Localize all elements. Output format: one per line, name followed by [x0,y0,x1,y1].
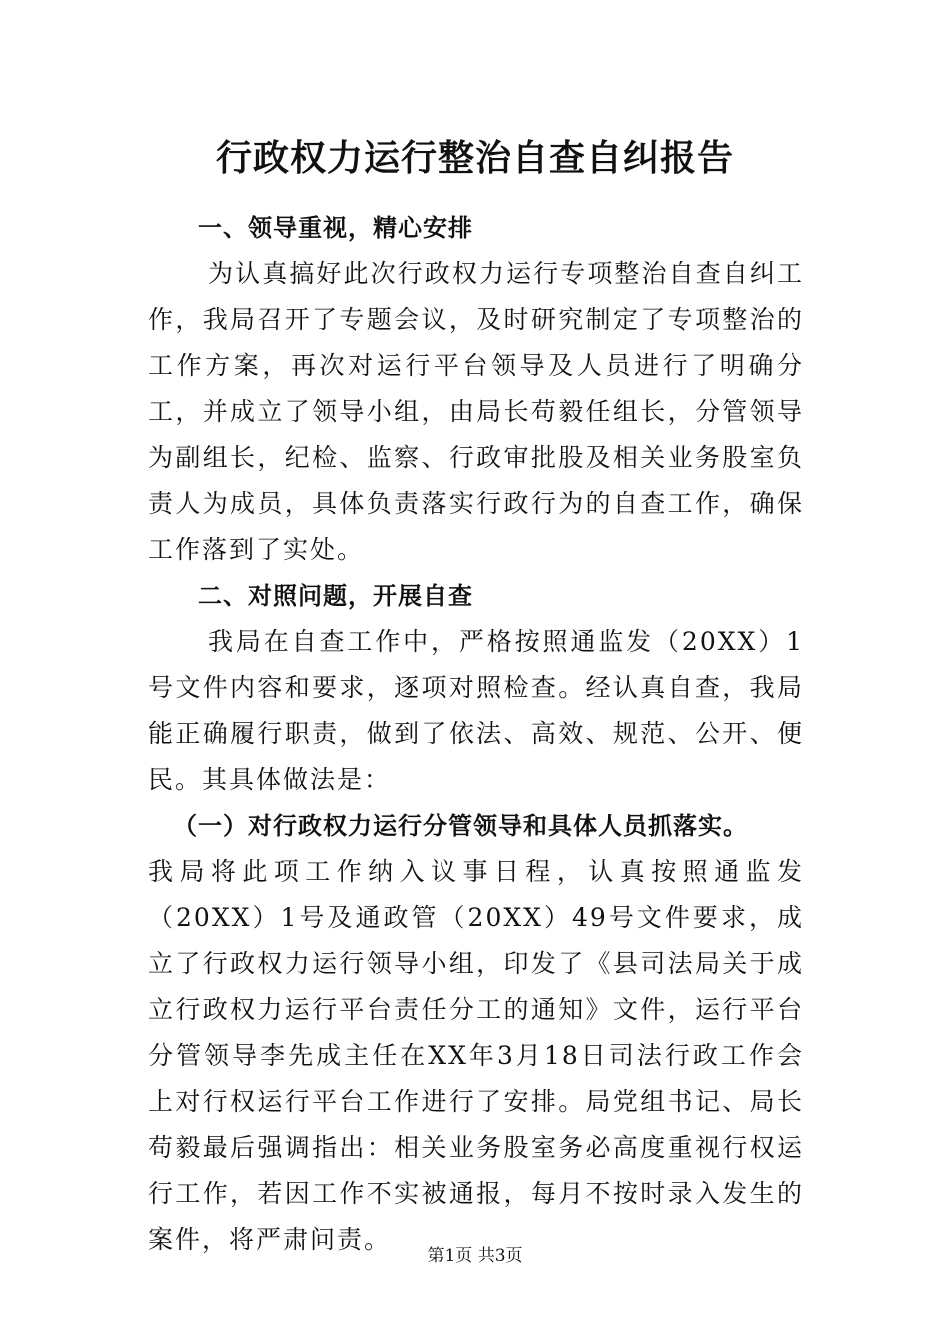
subsection-heading-1: （一）对行政权力运行分管领导和具体人员抓落实。 [173,812,748,840]
section-paragraph-1: 为认真搞好此次行政权力运行专项整治自查自纠工作，我局召开了专题会议，及时研究制定了专项整治的工作方案，再次对运行平台领导及人员进行了明确分工，并成立了领导小组，由局长苟毅任组长，分管领导为副组长，纪检、监察、行政审批股及相关业务股室负责人为成员，具体负责落实行政行为的自查工作，确保工作落到了实处。 [148,259,804,564]
document-body [148,205,804,1263]
section-heading-2: 二、对照问题，开展自查 [198,582,473,610]
subsection-paragraph-1: 我局将此项工作纳入议事日程，认真按照通监发（20XX）1号及通政管（20XX）49号文件要求，成立了行政权力运行领导小组，印发了《县司法局关于成立行政权力运行平台责任分工的通知》文件，运行平台分管领导李先成主任在XX年3月18日司法行政工作会上对行权运行平台工作进行了安排。局党组书记、局长苟毅最后强调指出：相关业务股室务必高度重视行权运行工作，若因工作不实被通报，每月不按时录入发生的案件，将严肃问责。 [148,857,804,1254]
section-heading-1: 一、领导重视，精心安排 [198,214,473,242]
page-number-footer: 第1页 共3页 [427,1246,523,1266]
document-title: 行政权力运行整治自查自纠报告 [215,137,734,179]
section-paragraph-2: 我局在自查工作中，严格按照通监发（20XX）1号文件内容和要求，逐项对照检查。经认真自查，我局能正确履行职责，做到了依法、高效、规范、公开、便民。其具体做法是： [148,627,804,794]
